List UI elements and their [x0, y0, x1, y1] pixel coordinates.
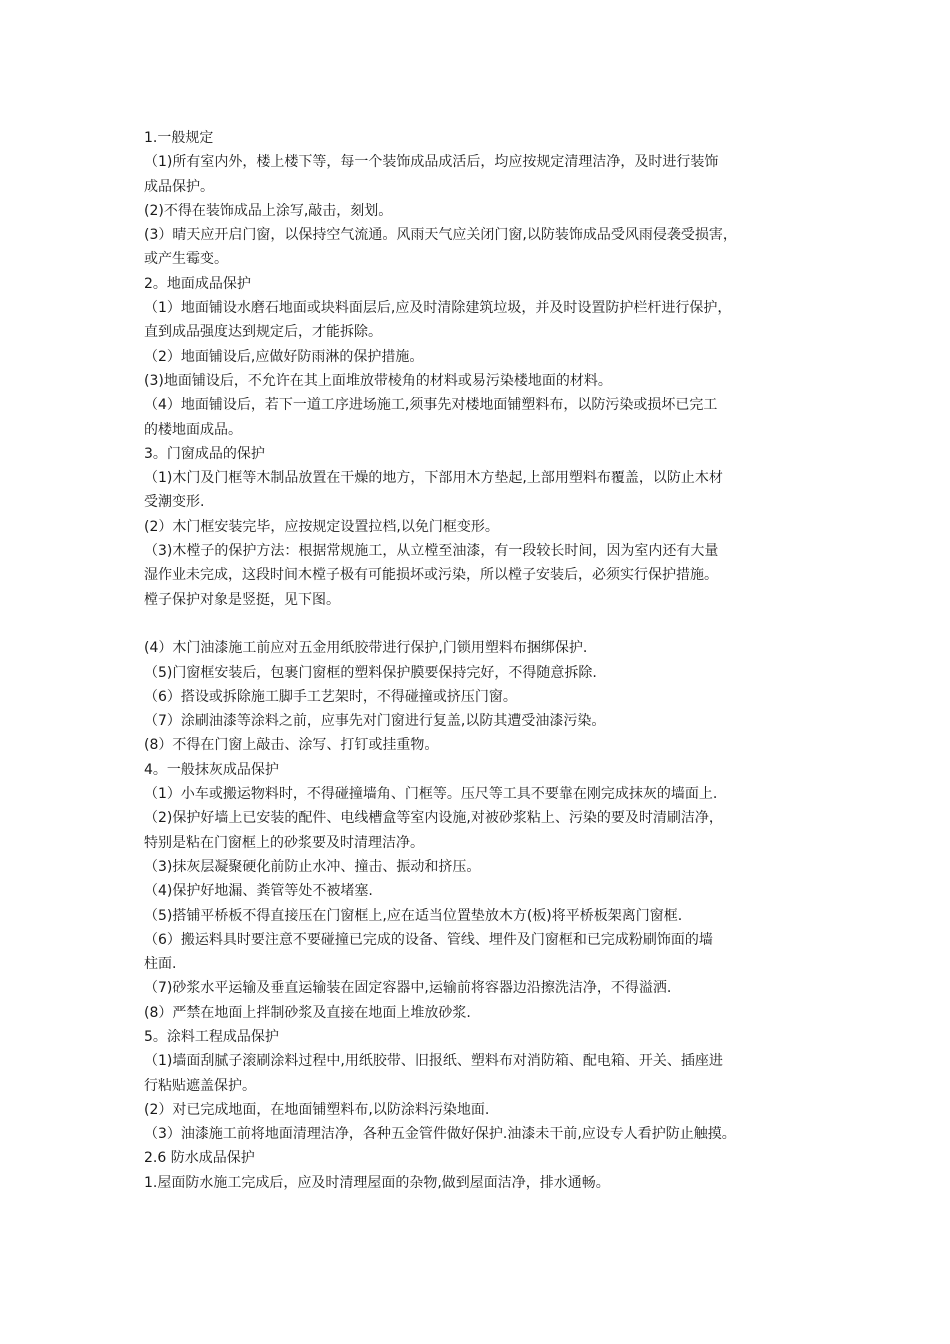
text-line: （6）搬运料具时要注意不要碰撞已完成的设备、管线、埋件及门窗框和已完成粉刷饰面的墙	[144, 931, 713, 948]
text-line: （1)墙面刮腻子滚刷涂料过程中,用纸胶带、旧报纸、塑料布对消防箱、配电箱、开关、插座进	[144, 1053, 723, 1070]
text-line: （7)砂浆水平运输及垂直运输装在固定容器中,运输前将容器边沿擦洗洁净，不得溢洒.	[144, 980, 672, 997]
text-line: 或产生霉变。	[144, 251, 228, 268]
text-line: 2。地面成品保护	[144, 275, 251, 292]
text-line: （4）地面铺设后，若下一道工序进场施工,须事先对楼地面铺塑料布，以防污染或损坏已完工	[144, 397, 718, 414]
text-line: 特别是粘在门窗框上的砂浆要及时清理洁净。	[144, 834, 424, 851]
text-line: (3）晴天应开启门窗，以保持空气流通。风雨天气应关闭门窗,以防装饰成品受风雨侵袭受损害，	[144, 227, 737, 244]
text-line: 成品保护。	[144, 178, 214, 195]
text-line: （2)保护好墙上已安装的配件、电线槽盒等室内设施,对被砂浆粘上、污染的要及时清刷洁净，	[144, 810, 723, 827]
text-line: 5。涂料工程成品保护	[144, 1028, 279, 1045]
text-line: （2）地面铺设后,应做好防雨淋的保护措施。	[144, 348, 424, 365]
text-line: （3)木樘子的保护方法：根据常规施工，从立樘至油漆，有一段较长时间，因为室内还有大量	[144, 543, 719, 560]
text-line: 行粘贴遮盖保护。	[144, 1077, 256, 1094]
text-line: 1.屋面防水施工完成后，应及时清理屋面的杂物,做到屋面洁净，排水通畅。	[144, 1174, 610, 1191]
document-body	[144, 126, 824, 1195]
text-line: (4）木门油漆施工前应对五金用纸胶带进行保护,门锁用塑料布捆绑保护.	[144, 640, 588, 657]
text-line: （3）油漆施工前将地面清理洁净，各种五金管件做好保护.油漆未干前,应设专人看护防止触摸。	[144, 1126, 736, 1143]
text-line: （6）搭设或拆除施工脚手工艺架时，不得碰撞或挤压门窗。	[144, 688, 517, 705]
text-line: 受潮变形.	[144, 494, 205, 511]
text-line: 湿作业未完成，这段时间木樘子极有可能损坏或污染，所以樘子安装后，必须实行保护措施。	[144, 567, 718, 584]
text-line: （5)搭铺平桥板不得直接压在门窗框上,应在适当位置垫放木方(板)将平桥板架离门窗框.	[144, 907, 683, 924]
text-line: (8）严禁在地面上拌制砂浆及直接在地面上堆放砂浆.	[144, 1004, 471, 1021]
text-line: (8）不得在门窗上敲击、涂写、打钉或挂重物。	[144, 737, 439, 754]
text-line: （1）小车或搬运物料时，不得碰撞墙角、门框等。压尺等工具不要靠在刚完成抹灰的墙面上.	[144, 786, 718, 803]
text-line: (3)地面铺设后，不允许在其上面堆放带棱角的材料或易污染楼地面的材料。	[144, 372, 612, 389]
text-line: （5)门窗框安装后，包裹门窗框的塑料保护膜要保持完好，不得随意拆除.	[144, 664, 597, 681]
text-line: （3)抹灰层凝聚硬化前防止水冲、撞击、振动和挤压。	[144, 858, 481, 875]
text-line: 直到成品强度达到规定后，才能拆除。	[144, 324, 382, 341]
text-line: 1.一般规定	[144, 130, 214, 146]
text-line: (2）木门框安装完毕，应按规定设置拉档,以免门框变形。	[144, 518, 499, 535]
text-line: （1）地面铺设水磨石地面或块料面层后,应及时清除建筑垃圾，并及时设置防护栏杆进行保护，	[144, 300, 732, 317]
text-line: （4)保护好地漏、粪管等处不被堵塞.	[144, 883, 373, 900]
text-line: (2）对已完成地面，在地面铺塑料布,以防涂料污染地面.	[144, 1101, 490, 1118]
text-line: 的楼地面成品。	[144, 421, 242, 438]
text-line: (2)不得在装饰成品上涂写,敲击，刻划。	[144, 202, 393, 219]
blank-line	[144, 612, 824, 636]
text-line: 樘子保护对象是竖挺，见下图。	[144, 591, 340, 608]
text-line: （1)所有室内外，楼上楼下等，每一个装饰成品成活后，均应按规定清理洁净，及时进行装饰	[144, 154, 719, 171]
text-line: 2.6 防水成品保护	[144, 1150, 255, 1167]
text-line: 3。门窗成品的保护	[144, 445, 265, 462]
text-line: （7）涂刷油漆等涂料之前，应事先对门窗进行复盖,以防其遭受油漆污染。	[144, 713, 606, 730]
text-line: 柱面.	[144, 956, 177, 973]
text-line: （1)木门及门框等木制品放置在干燥的地方，下部用木方垫起,上部用塑料布覆盖，以防止木材	[144, 470, 723, 487]
text-line: 4。一般抹灰成品保护	[144, 761, 279, 778]
